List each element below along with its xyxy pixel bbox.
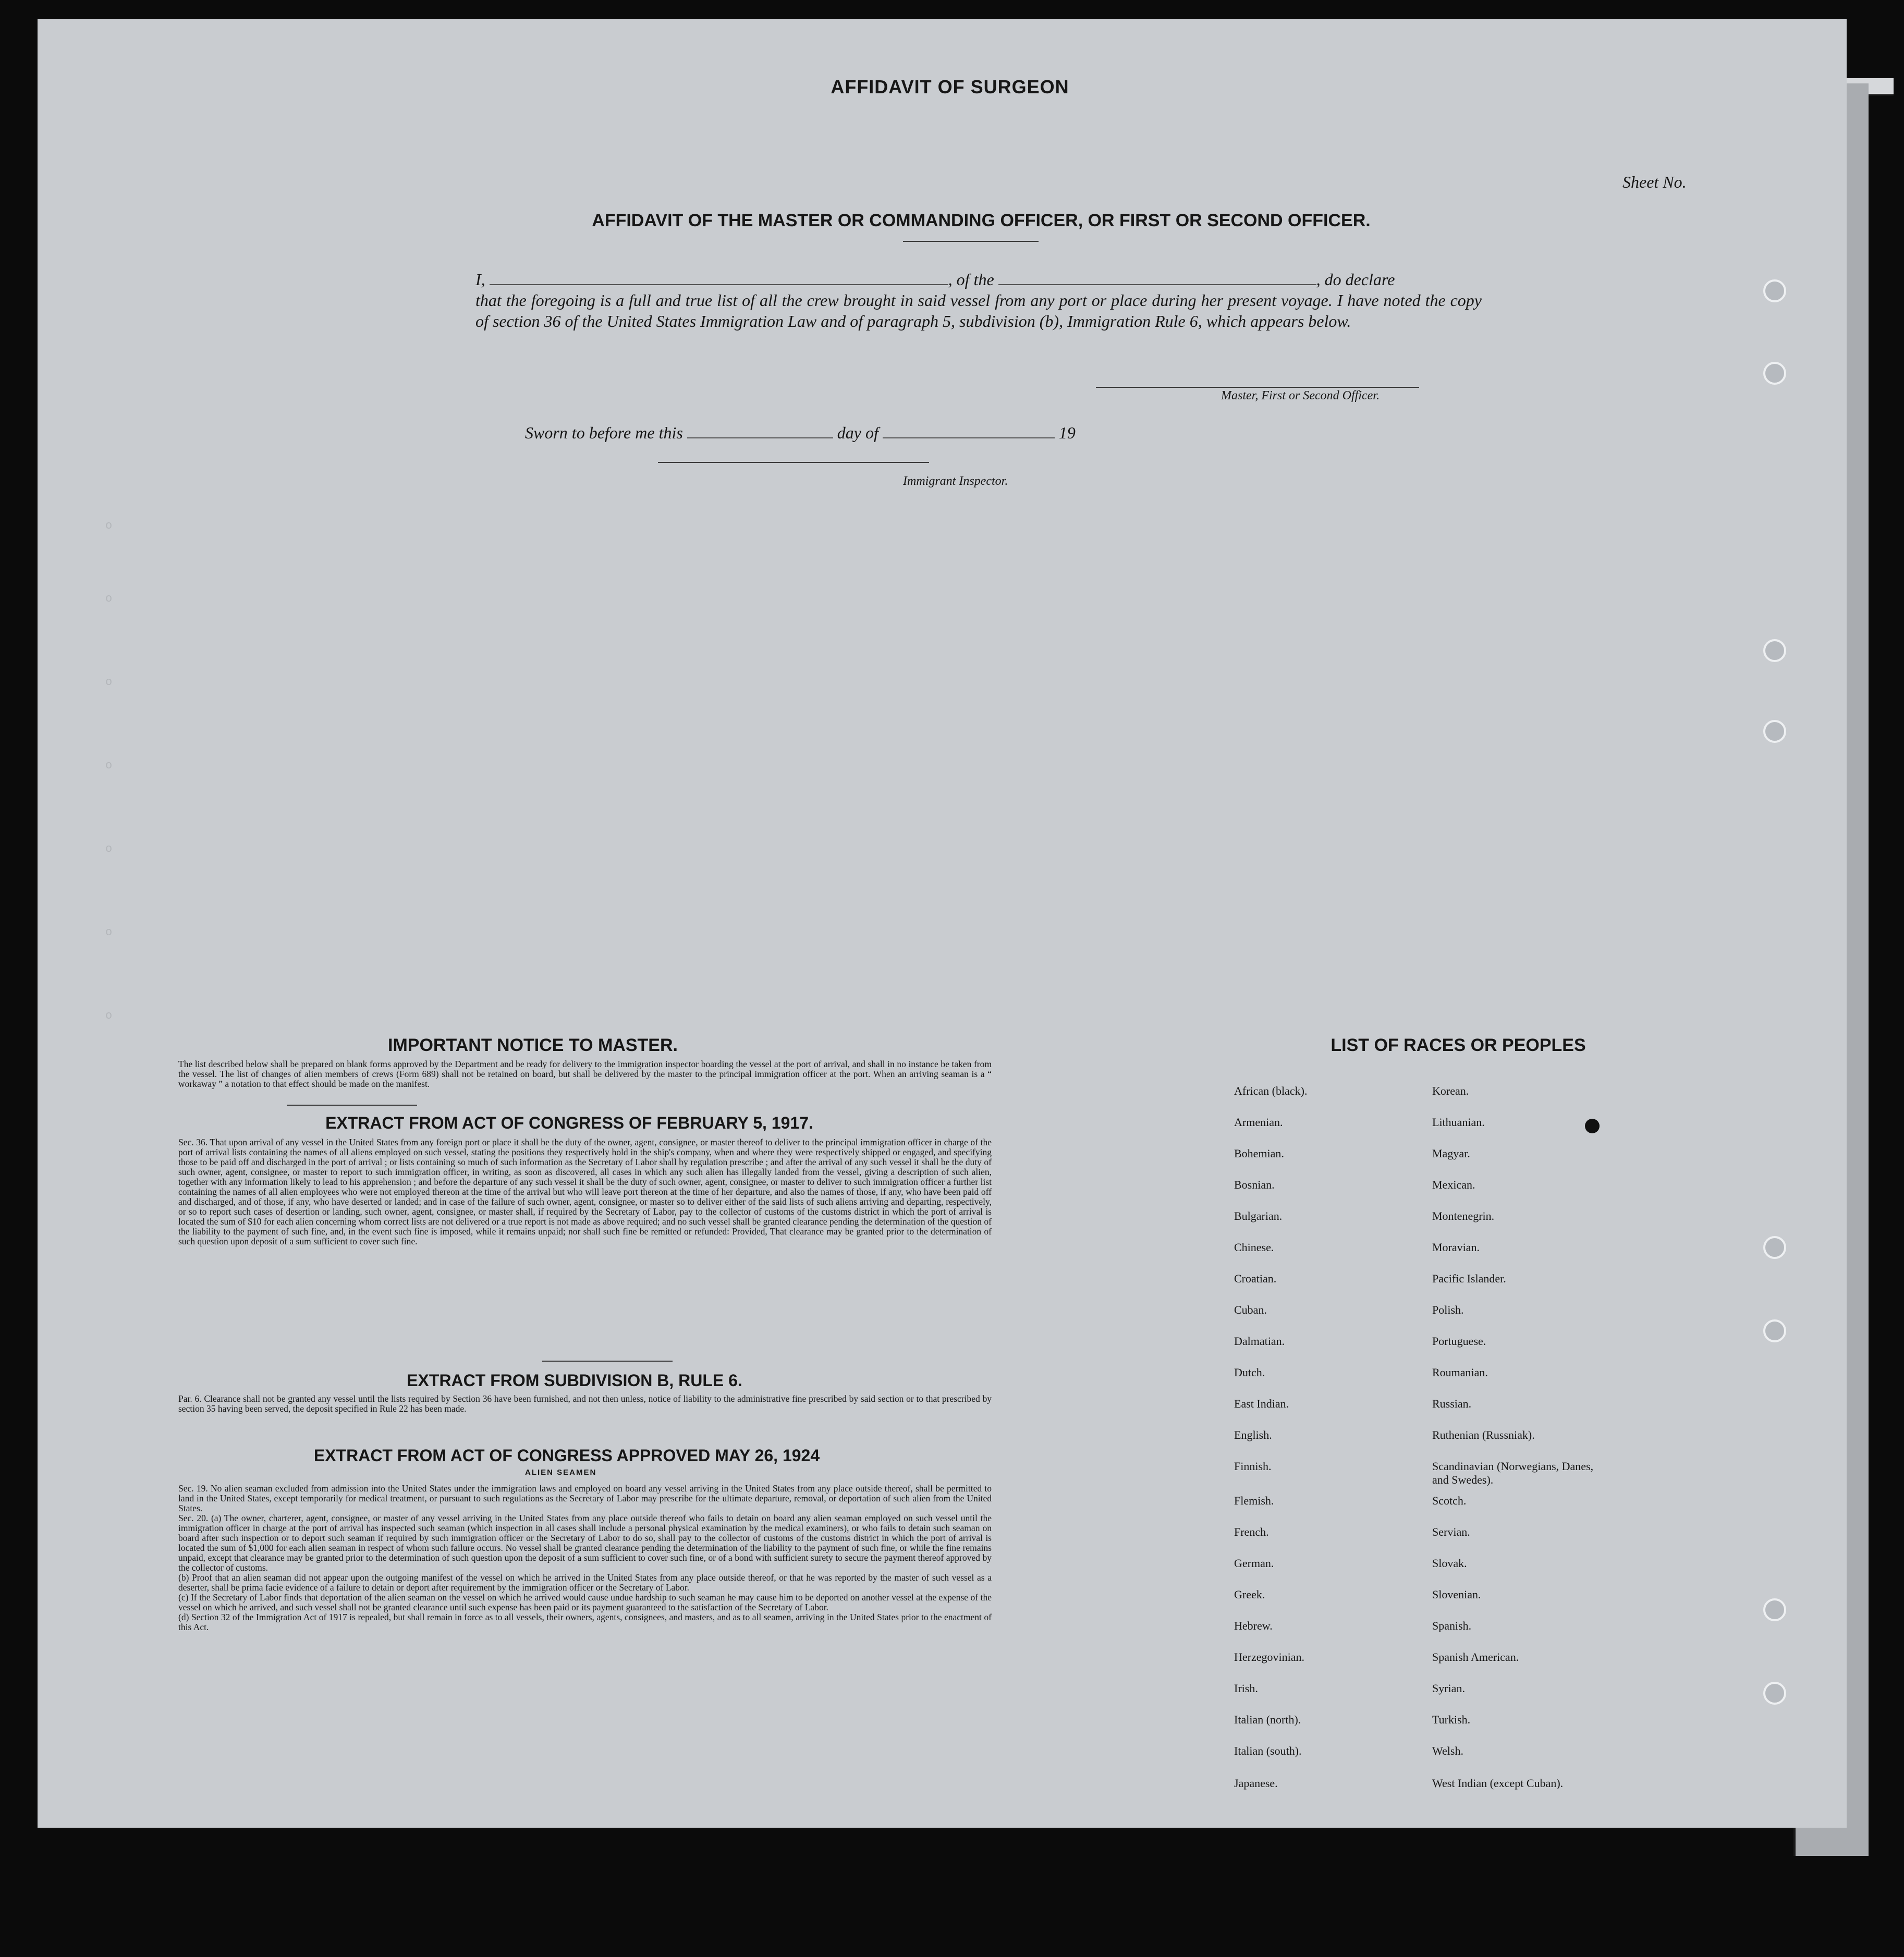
notice-title: IMPORTANT NOTICE TO MASTER. — [388, 1035, 678, 1055]
race-item: Mexican. — [1432, 1178, 1475, 1191]
race-item: Pacific Islander. — [1432, 1272, 1506, 1285]
race-item: Turkish. — [1432, 1713, 1471, 1726]
race-item: Greek. — [1234, 1588, 1265, 1601]
race-item: Bulgarian. — [1234, 1209, 1283, 1222]
race-item: Moravian. — [1432, 1241, 1480, 1254]
race-item: Armenian. — [1234, 1116, 1283, 1129]
extract-1924-body — [178, 1484, 992, 1773]
race-item: Flemish. — [1234, 1494, 1274, 1507]
sec20a-text: Sec. 20. (a) The owner, charterer, agent, consignee, or master of any vessel arriving in the United States from any place outside thereof who fails to detain on board any alien seaman employed on such vessel until the immigration officer in charge at the port of arrival has inspected such seaman (which inspection in all cases shall include a personal physical examination by the medical examiners), or who fails to detain such seaman on board after such inspection or to deport such seaman if required by such immigration officer or the Secretary of Labor to do so, shall pay to the collector of customs of the customs district in which the port of arrival is located the sum of $1,000 for each alien seaman in respect of whom such failure occurs. No vessel shall be granted clearance pending the determination of the liability to the payment of such fine, or while the fine remains unpaid, except that clearance may be granted prior to the determination of such question upon the deposit of a sum sufficient to cover such fine, or of a bond with sufficient surety to secure the payment thereof approved by the collector of customs. — [178, 1513, 992, 1573]
extract-1917-title: EXTRACT FROM ACT OF CONGRESS OF FEBRUARY 5, 1917. — [325, 1114, 813, 1132]
bleed-through-text: o — [105, 592, 113, 605]
affidavit-text: that the foregoing is a full and true list of all the crew brought in said vessel from any port or place during her present voyage. I have noted the copy of section 36 of the United States Immigration Law and of paragraph 5, subdivision (b), Immigration Rule 6, which appears below. — [475, 291, 1482, 331]
divider — [903, 241, 1039, 242]
binder-hole — [1763, 362, 1786, 385]
race-item: West Indian (except Cuban). — [1432, 1777, 1564, 1790]
bleed-through-text: o — [105, 926, 113, 939]
race-item: German. — [1234, 1557, 1274, 1570]
race-item: Roumanian. — [1432, 1366, 1488, 1379]
day-blank[interactable] — [687, 424, 833, 438]
extract-rule6-body: Par. 6. Clearance shall not be granted any vessel until the lists required by Section 36 have been furnished, and not then unless, notice of liability to the administrative fine prescribed by said section or to that prescribed by section 35 having been served, the deposit specified in Rule 22 has been made. — [178, 1393, 992, 1414]
race-item: Korean. — [1432, 1084, 1469, 1097]
name-blank[interactable] — [490, 271, 948, 285]
race-item: Welsh. — [1432, 1744, 1463, 1757]
race-item: Lithuanian. — [1432, 1116, 1485, 1129]
form-page — [38, 19, 1847, 1828]
bleed-through-text: o — [105, 1009, 113, 1022]
divider — [287, 1105, 417, 1106]
binder-hole — [1763, 1598, 1786, 1621]
extract-1924-title: EXTRACT FROM ACT OF CONGRESS APPROVED MAY 26, 1924 — [313, 1446, 820, 1465]
bleed-through-text: o — [105, 842, 113, 855]
year-prefix: 19 — [1058, 423, 1076, 442]
ink-spot — [1585, 1119, 1600, 1133]
race-item: Slovak. — [1432, 1557, 1467, 1570]
bleed-through-text: o — [105, 676, 113, 689]
sec20d-text: (d) Section 32 of the Immigration Act of 1917 is repealed, but shall remain in force as to all vessels, their owners, agents, consignees, and masters, and as to all seamen, arriving in the United States prior to the enactment of this Act. — [178, 1612, 992, 1632]
bleed-through-text: o — [105, 519, 113, 532]
race-item: Slovenian. — [1432, 1588, 1481, 1601]
race-item: Portuguese. — [1432, 1335, 1486, 1348]
signature-label: Master, First or Second Officer. — [1221, 389, 1380, 402]
binder-hole — [1763, 1319, 1786, 1342]
race-item: Bohemian. — [1234, 1147, 1284, 1160]
race-item: Italian (south). — [1234, 1744, 1302, 1757]
race-item: Scotch. — [1432, 1494, 1467, 1507]
race-item: Polish. — [1432, 1303, 1464, 1316]
race-item: East Indian. — [1234, 1397, 1289, 1410]
race-item: English. — [1234, 1428, 1272, 1441]
binder-hole — [1763, 720, 1786, 743]
race-item: Scandinavian (Norwegians, Danes, and Swedes). — [1432, 1460, 1594, 1486]
inspector-label: Immigrant Inspector. — [903, 474, 1008, 488]
affidavit-i: I, — [475, 270, 485, 289]
sec19-text: Sec. 19. No alien seaman excluded from admission into the United States under the immigration laws and employed on board any vessel arriving in the United States from any place outside thereof, shall be permitted to land in the United States, except temporarily for medical treatment, or pursuant to such regulations as the Secretary of Labor may prescribe for the ultimate departure, removal, or deportation of such alien from the United States. — [178, 1484, 992, 1513]
race-item: Magyar. — [1432, 1147, 1470, 1160]
race-item: Hebrew. — [1234, 1619, 1273, 1632]
divider — [542, 1361, 673, 1362]
race-item: Spanish American. — [1432, 1650, 1519, 1664]
signature-line[interactable] — [1096, 387, 1419, 388]
race-item: Japanese. — [1234, 1777, 1278, 1790]
day-of-text: day of — [837, 423, 878, 442]
sec20b-text: (b) Proof that an alien seaman did not appear upon the outgoing manifest of the vessel on which he arrived in the United States from any place outside thereof, or that he was reported by the master of such vessel as a deserter, shall be prima facie evidence of a failure to detain or deport after requirement by the immigration officer or the Secretary of Labor. — [178, 1572, 992, 1593]
bleed-through-text: o — [105, 759, 113, 772]
binder-hole — [1763, 1236, 1786, 1259]
extract-1924-subtitle: ALIEN SEAMEN — [525, 1468, 597, 1477]
race-item: African (black). — [1234, 1084, 1308, 1097]
of-the: , of the — [948, 270, 994, 289]
race-item: Dutch. — [1234, 1366, 1265, 1379]
affidavit-body — [475, 269, 1482, 332]
race-item: Servian. — [1432, 1525, 1470, 1538]
notice-body: The list described below shall be prepared on blank forms approved by the Department and be ready for delivery to the immigration inspector boarding the vessel at the port of arrival, and shall in no instance be taken from the vessel. The list of changes of alien members of crews (Form 689) shall not be retained on board, but shall be delivered by the master to the principal immigration officer at the port. When an arriving seaman is a “ workaway ” a notation to that effect should be made on the manifest. — [178, 1059, 992, 1089]
binder-hole — [1763, 279, 1786, 302]
sec20c-text: (c) If the Secretary of Labor finds that deportation of the alien seaman on the vessel on which he arrived would cause undue hardship to such seaman he may cause him to be deported on another vessel at the expense of the vessel on which he arrived, and such vessel shall not be granted clearance until such expense has been paid or its payment guaranteed to the satisfaction of the Secretary of Labor. — [178, 1592, 992, 1612]
race-item: French. — [1234, 1525, 1269, 1538]
sheet-number-label: Sheet No. — [1622, 173, 1687, 191]
race-item: Irish. — [1234, 1682, 1258, 1695]
binder-hole — [1763, 639, 1786, 662]
race-item: Cuban. — [1234, 1303, 1267, 1316]
race-item: Croatian. — [1234, 1272, 1277, 1285]
race-item: Syrian. — [1432, 1682, 1465, 1695]
extract-1917-body: Sec. 36. That upon arrival of any vessel in the United States from any foreign port or place it shall be the duty of the owner, agent, consignee, or master thereof to deliver to the principal immigration officer in charge of the port of arrival lists containing the names of all aliens employed on such vessel, stating the positions they respectively hold in the ship's company, when and where they were respectively shipped or engaged, and specifying those to be paid off and discharged in the port of arrival ; or lists containing so much of such information as the Secretary of Labor shall by regulation prescribe ; and after the arrival of any such vessel it shall be the duty of such owner, agent, consignee, or master to report to such immigration officer, in writing, as soon as discovered, all cases in which any such alien has illegally landed from the vessel, giving a description of such alien, together with any information likely to lead to his apprehension ; and before the departure of any such vessel it shall be the duty of such owner, agent, consignee, or master to deliver to such immigration officer a further list containing the names of all alien employees who were not employed thereon at the time of the arrival but who will leave port thereon at the time of her departure, and also the names of those, if any, who have been paid off and discharged, and of those, if any, who have deserted or landed; and in case of the failure of such owner, agent, consignee, or master so to deliver either of the said lists of such aliens arriving and departing, respectively, or so to report such cases of desertion or landing, such owner, agent, consignee, or master shall, if required by the Secretary of Labor, pay to the collector of customs of the customs district in which the port of arrival is located the sum of $10 for each alien concerning whom correct lists are not delivered or a true report is not made as above required; and no such vessel shall be granted clearance pending the determination of the question of the liability to the payment of such fine, and, in the event such fine is imposed, while it remains unpaid; nor shall such fine be remitted or refunded: Provided, That clearance may be granted prior to the determination of such question upon deposit of a sum sufficient to cover such fine. — [178, 1137, 992, 1246]
race-item: Spanish. — [1432, 1619, 1472, 1632]
race-item: Herzegovinian. — [1234, 1650, 1304, 1664]
race-item: Chinese. — [1234, 1241, 1274, 1254]
vessel-blank[interactable] — [998, 271, 1316, 285]
sworn-text: Sworn to before me this — [525, 423, 683, 442]
race-item: Italian (north). — [1234, 1713, 1301, 1726]
race-item: Russian. — [1432, 1397, 1472, 1410]
binder-hole — [1763, 1682, 1786, 1705]
race-item: Bosnian. — [1234, 1178, 1275, 1191]
extract-rule6-title: EXTRACT FROM SUBDIVISION B, RULE 6. — [407, 1371, 742, 1390]
race-item: Ruthenian (Russniak). — [1432, 1428, 1535, 1441]
top-title: AFFIDAVIT OF SURGEON — [831, 76, 1069, 97]
affidavit-title: AFFIDAVIT OF THE MASTER OR COMMANDING OFFICER, OR FIRST OR SECOND OFFICER. — [592, 211, 1371, 230]
race-item: Finnish. — [1234, 1460, 1272, 1473]
race-item: Dalmatian. — [1234, 1335, 1285, 1348]
sworn-line — [525, 423, 1076, 443]
inspector-signature-line[interactable] — [658, 462, 929, 463]
do-declare: , do declare — [1316, 270, 1395, 289]
race-item: Montenegrin. — [1432, 1209, 1495, 1222]
month-blank[interactable] — [883, 424, 1055, 438]
races-title: LIST OF RACES OR PEOPLES — [1331, 1035, 1586, 1055]
